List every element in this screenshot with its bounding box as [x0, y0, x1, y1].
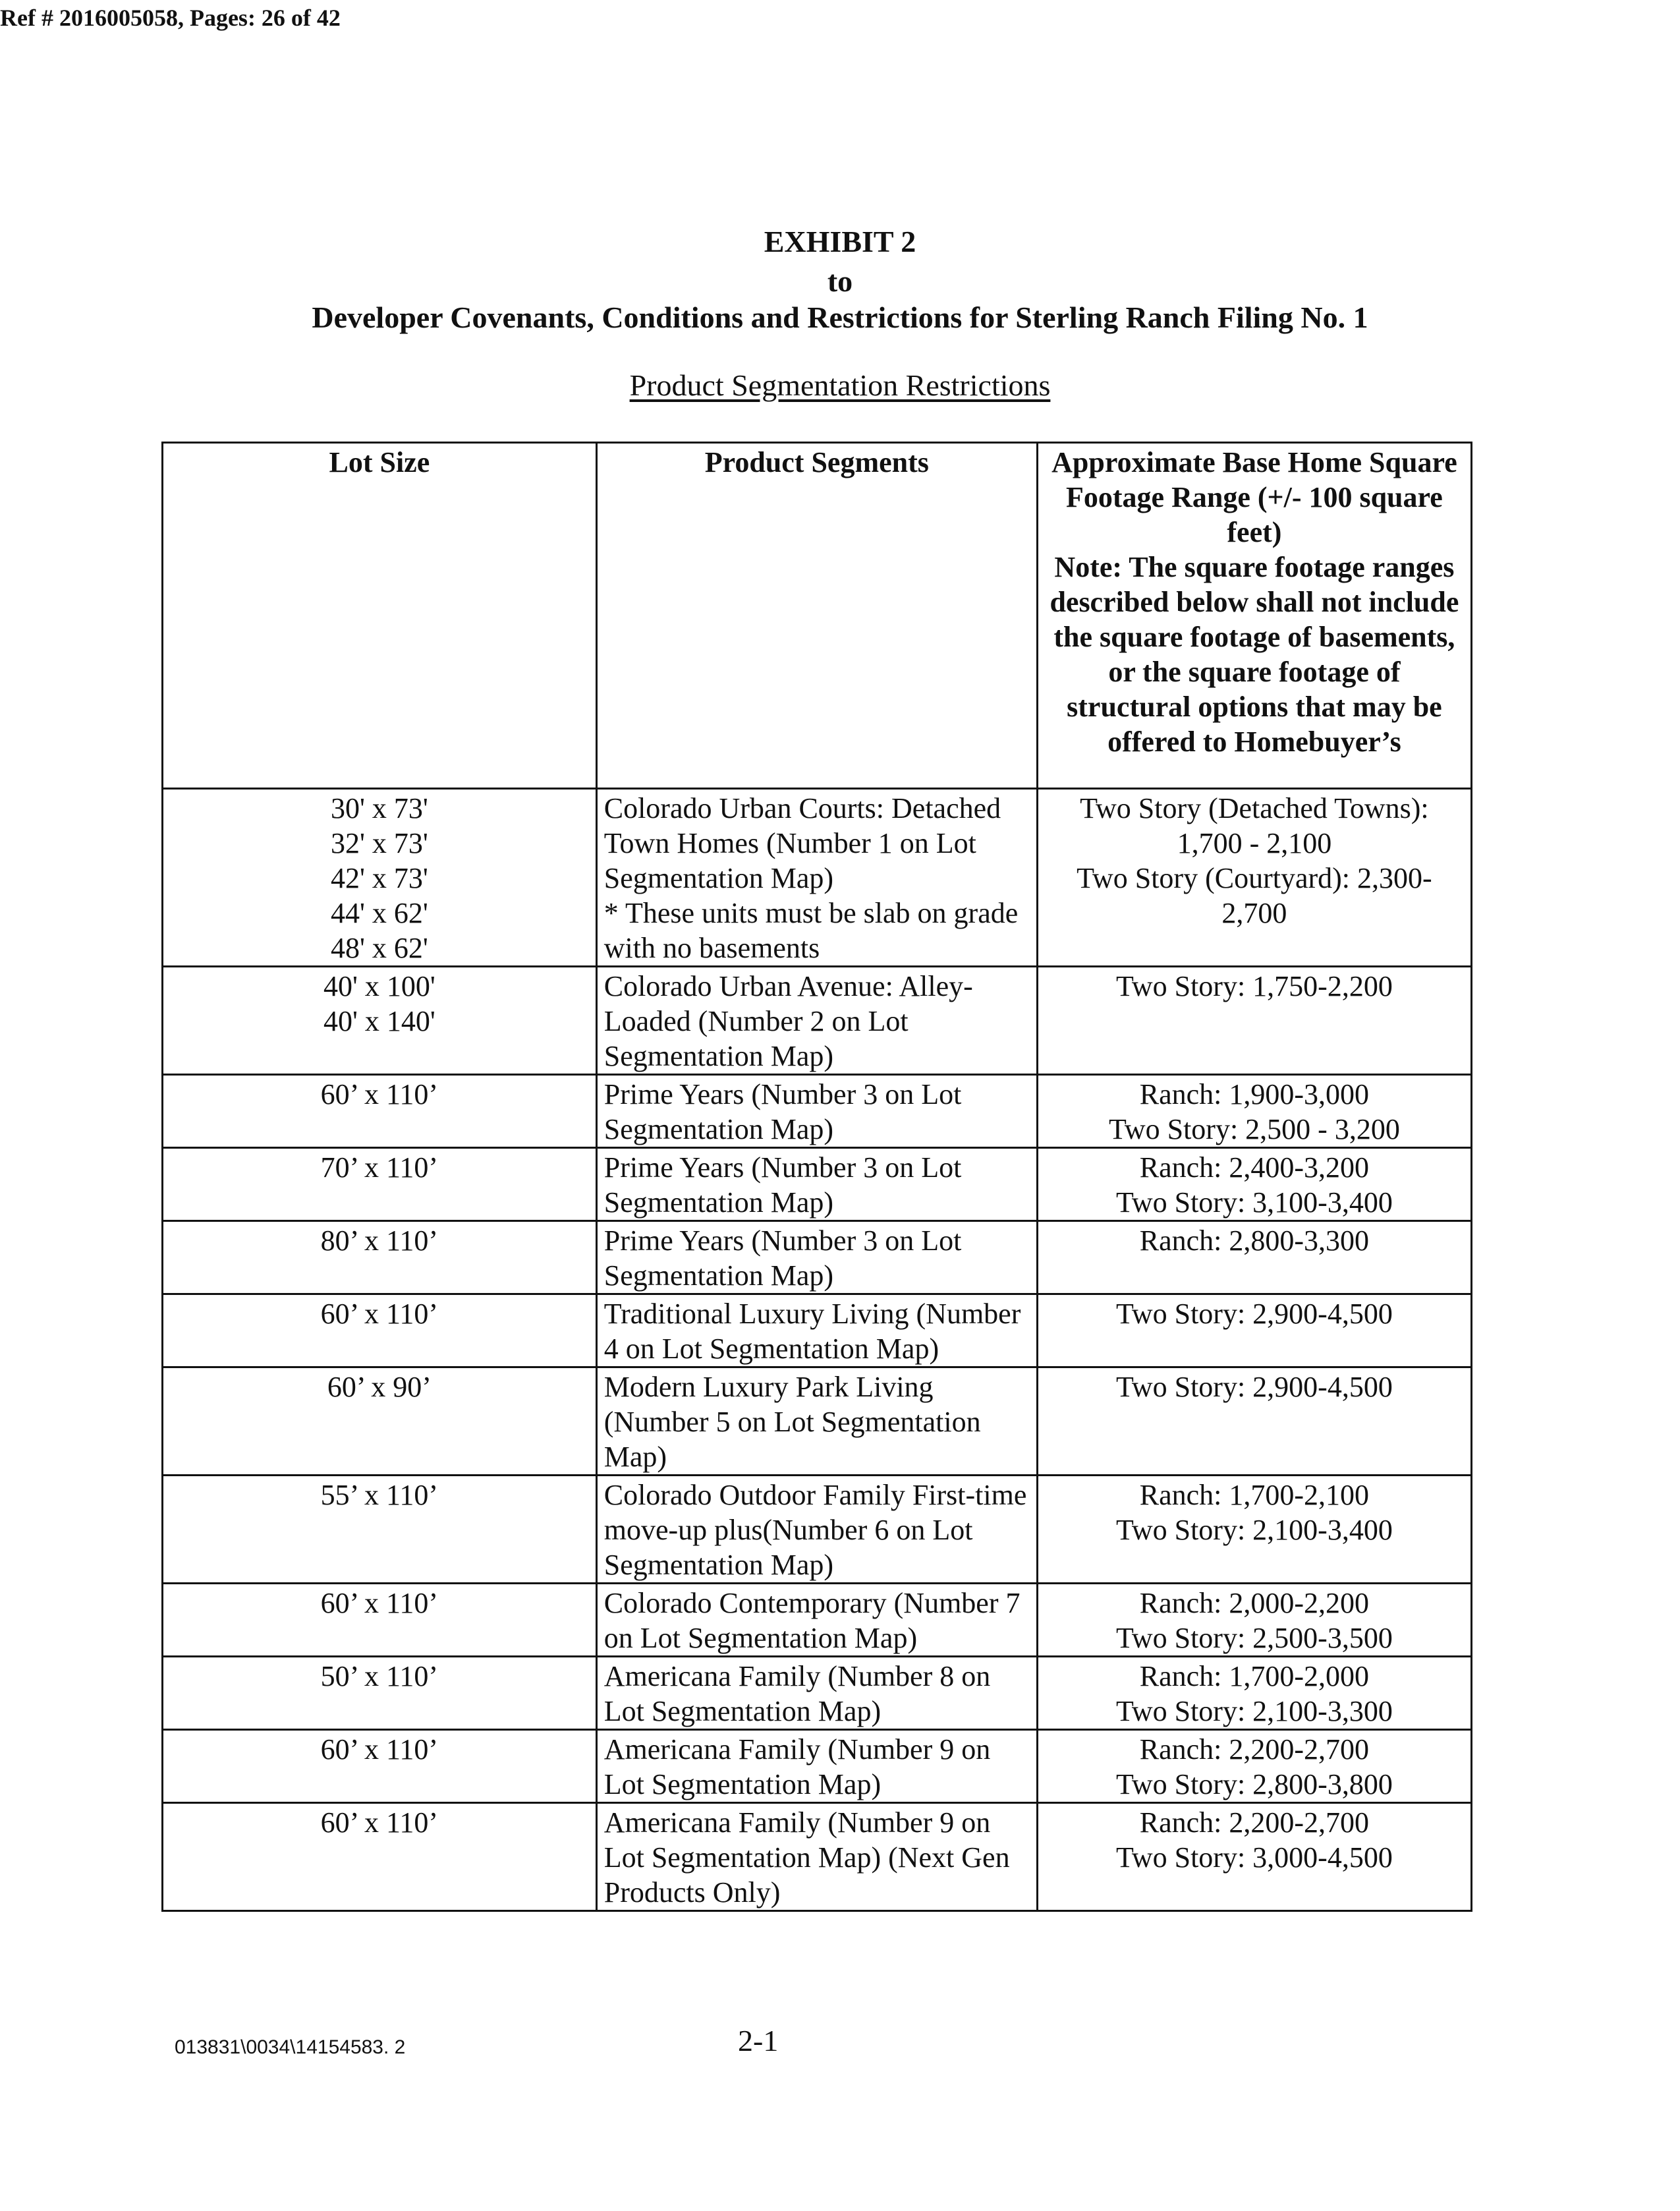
sqft-range-cell: Ranch: 1,700-2,000 Two Story: 2,100-3,300 [1037, 1657, 1471, 1730]
table-row [163, 1148, 1472, 1221]
lot-size-cell: 60’ x 90’ [163, 1367, 597, 1476]
table-row [163, 1803, 1472, 1911]
table-row [163, 1221, 1472, 1294]
lot-size-cell: 70’ x 110’ [163, 1148, 597, 1221]
sqft-range-cell: Two Story: 2,900-4,500 [1037, 1367, 1471, 1476]
product-segment-cell: Colorado Contemporary (Number 7 on Lot Segmentation Map) [596, 1584, 1037, 1657]
sqft-range-cell: Ranch: 1,700-2,100 Two Story: 2,100-3,400 [1037, 1476, 1471, 1584]
table-row [163, 1584, 1472, 1657]
exhibit-title: EXHIBIT 2 [764, 225, 916, 258]
exhibit-to: to [827, 264, 853, 298]
sqft-range-cell: Ranch: 2,200-2,700 Two Story: 2,800-3,800 [1037, 1730, 1471, 1803]
sqft-range-cell: Ranch: 2,000-2,200 Two Story: 2,500-3,500 [1037, 1584, 1471, 1657]
table-row [163, 967, 1472, 1075]
table-row [163, 789, 1472, 967]
table-row [163, 1367, 1472, 1476]
sqft-range-cell: Two Story (Detached Towns): 1,700 - 2,100 Two Story (Courtyard): 2,300-2,700 [1037, 789, 1471, 967]
lot-size-cell: 60’ x 110’ [163, 1075, 597, 1148]
reference-line: Ref # 2016005058, Pages: 26 of 42 [0, 5, 341, 31]
table-header-row [163, 443, 1472, 789]
lot-size-cell: 40' x 100' 40' x 140' [163, 967, 597, 1075]
lot-size-cell: 50’ x 110’ [163, 1657, 597, 1730]
page-number: 2-1 [738, 2024, 779, 2057]
product-segment-cell: Americana Family (Number 8 on Lot Segmentation Map) [596, 1657, 1037, 1730]
table-row [163, 1730, 1472, 1803]
product-segment-cell: Prime Years (Number 3 on Lot Segmentation Map) [596, 1075, 1037, 1148]
product-segment-cell: Modern Luxury Park Living (Number 5 on Lot Segmentation Map) [596, 1367, 1037, 1476]
table-row [163, 1294, 1472, 1367]
lot-size-cell: 60’ x 110’ [163, 1584, 597, 1657]
table-row [163, 1476, 1472, 1584]
header-lot-size: Lot Size [163, 443, 597, 789]
header-sqft-range: Approximate Base Home Square Footage Range (+/- 100 square feet) Note: The square footage ranges described below shall not include the square footage of basements, or the square footage of structural options that may be offered to Homebuyer’s [1037, 443, 1471, 789]
product-segment-cell: Americana Family (Number 9 on Lot Segmentation Map) [596, 1730, 1037, 1803]
table-row [163, 1075, 1472, 1148]
lot-size-cell: 55’ x 110’ [163, 1476, 597, 1584]
exhibit-subject: Developer Covenants, Conditions and Restrictions for Sterling Ranch Filing No. 1 [312, 301, 1368, 334]
lot-size-cell: 60’ x 110’ [163, 1730, 597, 1803]
section-subtitle [0, 368, 1680, 403]
sqft-range-cell: Two Story: 1,750-2,200 [1037, 967, 1471, 1075]
product-segment-cell: Colorado Urban Courts: Detached Town Homes (Number 1 on Lot Segmentation Map) * These units must be slab on grade with no basements [596, 789, 1037, 967]
product-segment-cell: Traditional Luxury Living (Number 4 on Lot Segmentation Map) [596, 1294, 1037, 1367]
product-segment-cell: Colorado Outdoor Family First-time move-up plus(Number 6 on Lot Segmentation Map) [596, 1476, 1037, 1584]
lot-size-cell: 30' x 73' 32' x 73' 42' x 73' 44' x 62' 48' x 62' [163, 789, 597, 967]
lot-size-cell: 60’ x 110’ [163, 1803, 597, 1911]
sqft-range-cell: Ranch: 2,800-3,300 [1037, 1221, 1471, 1294]
sqft-range-cell: Ranch: 2,400-3,200 Two Story: 3,100-3,400 [1037, 1148, 1471, 1221]
section-subtitle-text: Product Segmentation Restrictions [629, 368, 1051, 402]
sqft-range-cell: Ranch: 1,900-3,000 Two Story: 2,500 - 3,200 [1037, 1075, 1471, 1148]
table-row [163, 1657, 1472, 1730]
sqft-range-cell: Ranch: 2,200-2,700 Two Story: 3,000-4,500 [1037, 1803, 1471, 1911]
product-segment-cell: Prime Years (Number 3 on Lot Segmentation Map) [596, 1148, 1037, 1221]
segmentation-table [161, 442, 1472, 1912]
document-id: 013831\0034\14154583. 2 [175, 2036, 406, 2058]
product-segment-cell: Colorado Urban Avenue: Alley-Loaded (Number 2 on Lot Segmentation Map) [596, 967, 1037, 1075]
header-product-segments: Product Segments [596, 443, 1037, 789]
lot-size-cell: 60’ x 110’ [163, 1294, 597, 1367]
lot-size-cell: 80’ x 110’ [163, 1221, 597, 1294]
product-segment-cell: Prime Years (Number 3 on Lot Segmentation Map) [596, 1221, 1037, 1294]
sqft-range-cell: Two Story: 2,900-4,500 [1037, 1294, 1471, 1367]
product-segment-cell: Americana Family (Number 9 on Lot Segmentation Map) (Next Gen Products Only) [596, 1803, 1037, 1911]
